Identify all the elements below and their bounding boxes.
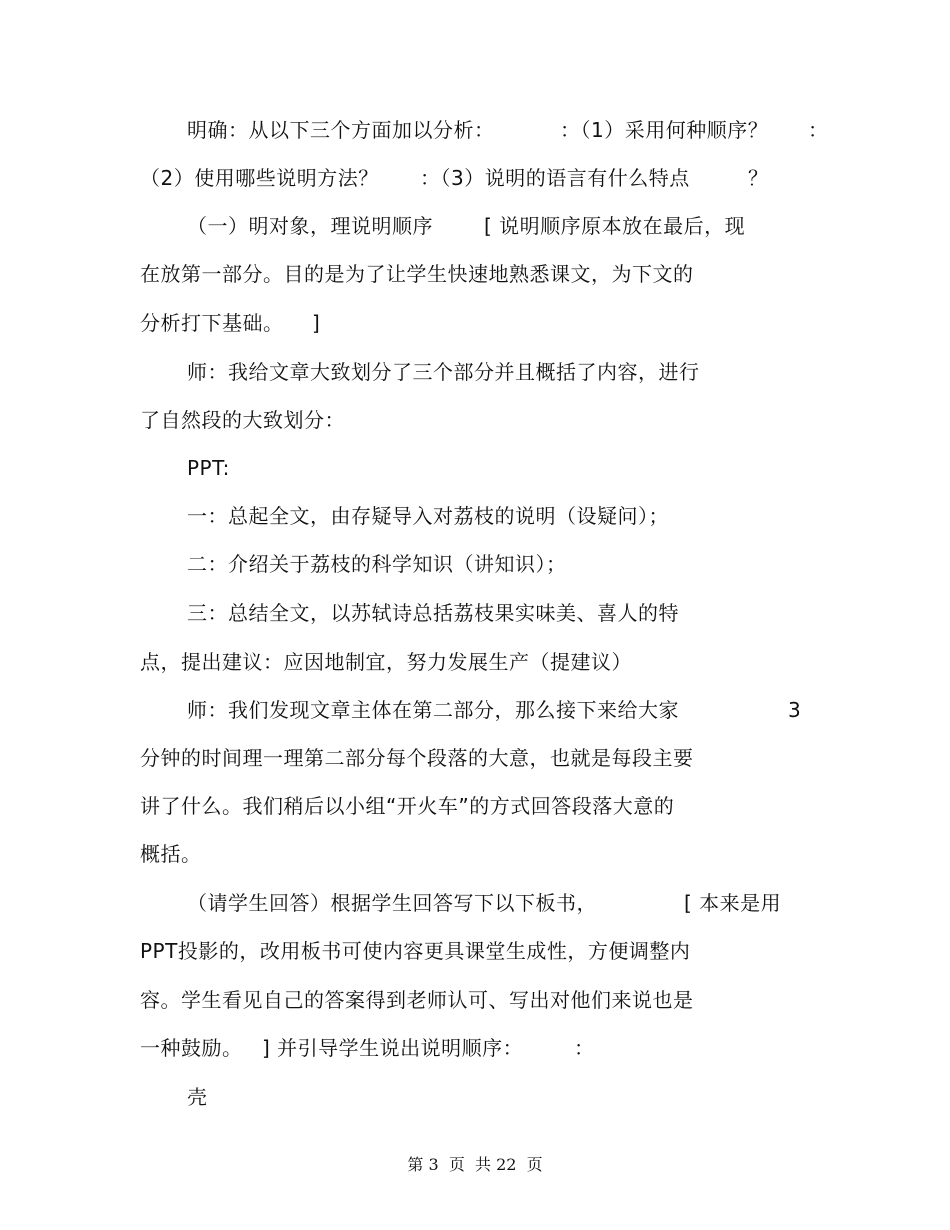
text-line: 三：总结全文，以苏轼诗总括荔枝果实味美、喜人的特 [187, 601, 679, 625]
page-number-footer: 第 3 页 共 22 页 [407, 1155, 543, 1174]
text-line: 在放第一部分。目的是为了让学生快速地熟悉课文，为下文的 [140, 262, 694, 286]
text-line: 分钟的时间理一理第二部分每个段落的大意，也就是每段主要 [140, 746, 694, 770]
text-line: 3 [788, 698, 802, 722]
text-line: 师：我给文章大致划分了三个部分并且概括了内容，进行 [187, 360, 700, 384]
text-line: （2）使用哪些说明方法？ [140, 166, 379, 190]
text-line: ：（1）采用何种顺序？ [560, 118, 769, 142]
text-line: ： [808, 118, 829, 142]
text-line: ] [312, 311, 321, 335]
text-line: 一：总起全文，由存疑导入对荔枝的说明（设疑问）； [187, 504, 669, 528]
text-line: 一种鼓励。 [140, 1036, 243, 1060]
text-line: ：（3）说明的语言有什么特点 [420, 166, 690, 190]
text-line: [ 说明顺序原本放在最后，现 [484, 214, 746, 238]
text-line: （请学生回答）根据学生回答写下以下板书， [187, 891, 597, 915]
text-line: 师：我们发现文章主体在第二部分，那么接下来给大家 [187, 698, 679, 722]
text-line: 二：介绍关于荔枝的科学知识（讲知识）； [187, 552, 567, 576]
text-line: 容。学生看见自己的答案得到老师认可、写出对他们来说也是 [140, 988, 694, 1012]
text-line: 了自然段的大致划分： [140, 408, 345, 432]
text-line: PPT: [187, 456, 230, 480]
text-line: 讲了什么。我们稍后以小组“开火车”的方式回答段落大意的 [140, 794, 675, 818]
text-line: 点，提出建议：应因地制宜，努力发展生产（提建议） [140, 650, 632, 674]
text-line: ] 并引导学生说出说明顺序： [262, 1036, 524, 1060]
text-line: 概括。 [140, 842, 202, 866]
text-line: ： [574, 1036, 595, 1060]
text-line: 分析打下基础。 [140, 311, 284, 335]
text-line: 壳 [187, 1085, 208, 1109]
text-line: ？ [748, 166, 769, 190]
text-line: （一）明对象，理说明顺序 [187, 214, 433, 238]
text-line: [ 本来是用 [684, 891, 782, 915]
text-line: PPT投影的，改用板书可使内容更具课堂生成性，方便调整内 [140, 939, 691, 963]
text-line: 明确：从以下三个方面加以分析： [187, 118, 495, 142]
